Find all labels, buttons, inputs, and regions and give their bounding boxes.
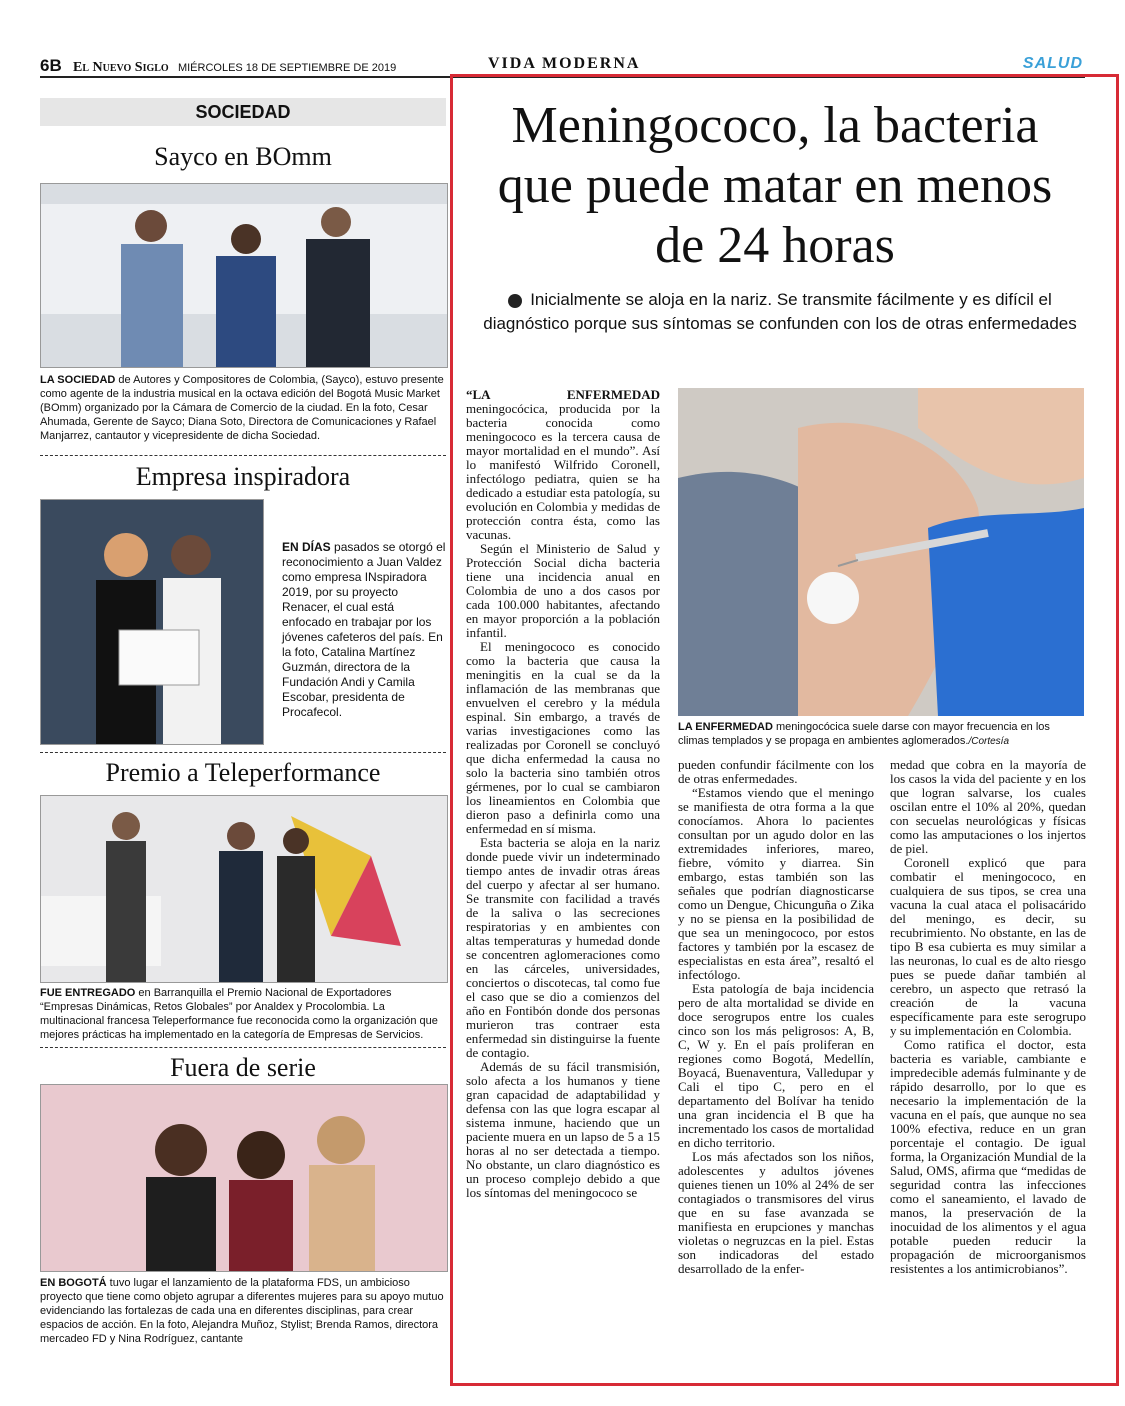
paragraph: Esta bacteria se aloja en la nariz donde puede vivir un indeterminado tiempo antes de invadir otras áreas del cuerpo y afectar al ser humano. Se transmite con facilidad a través de la saliva o las secreciones respiratorias y en ambientes con altas temperaturas y humedad donde se concentren aglomeraciones como en las cárceles, universidades, conciertos o discotecas, tal como fue el caso que se dio a comienzos del año en Fontibón donde dos personas murieron tras contraer esta enfermedad sin distinguirse la fuente de contagio. [466, 835, 660, 1060]
paragraph: Según el Ministerio de Salud y Protección Social dicha bacteria tiene una incidencia anual en Colombia de uno a dos casos por cada 100.000 habitantes, afectando en mayor proporción a la población infantil. [466, 541, 660, 640]
section-tag: SALUD [1022, 55, 1083, 72]
divider [40, 1047, 446, 1048]
article-column-3 [890, 758, 1086, 1378]
item-title-teleperformance: Premio a Teleperformance [105, 758, 381, 787]
caption-lead: FUE ENTREGADO [40, 987, 136, 999]
caption-text: en Barranquilla el Premio Nacional de Exportadores “Empresas Dinámicas, Retos Globales” por Analdex y Procolombia. La multinacional francesa Teleperformance fue reconocida como la organización que mejores prácticas ha implementado en la categoría de Empresas de Servicios. [40, 987, 438, 1041]
caption-text: de Autores y Compositores de Colombia, (Sayco), estuvo presente como agente de la industria musical en la octava edición del Bogotá Music Market (BOmm) organizado por la Cámara de Comercio de la ciudad. En la foto, Cesar Ahumada, Gerente de Sayco; Diana Soto, Directora de Comunicaciones y Rafael Manjarrez, cantautor y vicepresidente de dicha Sociedad. [40, 374, 444, 442]
paragraph: Coronell explicó que para combatir el meningococo, en cualquiera de sus tipos, se crea una vacuna la cual ataca el polisacárido del meningo, es decir, su recubrimiento. No obstante, en las de tipo B esa cubierta es muy similar a las neuronas, lo cual es de alto riesgo pues se puede dañar también al cerebro, un aspecto que retrasó la creación de la vacuna específicamente para este serogrupo y su implementación en Colombia. [890, 855, 1086, 1038]
caption-teleperformance [40, 986, 446, 1042]
divider [40, 752, 446, 753]
photo-credit: /Cortesía [968, 736, 1010, 747]
caption-lead: LA SOCIEDAD [40, 374, 116, 386]
photo-teleperformance-illustration [41, 796, 447, 982]
caption-text: pasados se otorgó el reconocimiento a Juan Valdez como empresa INspiradora 2019, por su proyecto Renacer, el cual está enfocado en trabajar por los jóvenes cafeteros del país. En la foto, Catalina Martínez Guzmán, directora de la Fundación Andi y Camila Escobar, presidenta de Procafecol. [282, 540, 446, 719]
caption-fuera-de-serie [40, 1276, 446, 1346]
item-title-empresa: Empresa inspiradora [135, 462, 351, 491]
article-column-1 [466, 388, 660, 1378]
article-column-2 [678, 758, 874, 1378]
paragraph [466, 388, 660, 542]
issue-date: MIÉRCOLES 18 DE SEPTIEMBRE DE 2019 [177, 62, 397, 74]
bullet-icon [508, 294, 522, 308]
caption-lead: EN BOGOTÁ [40, 1277, 107, 1289]
category-banner: SOCIEDAD [40, 98, 446, 126]
page-number: 6B [40, 56, 62, 75]
paragraph: medad que cobra en la mayoría de los casos la vida del paciente y en los que logran salvarse, los cuales oscilan entre el 10% al 20%, quedan con secuelas neurológicas y físicas como las amputaciones o los injertos de piel. [890, 758, 1086, 856]
photo-empresa [40, 499, 264, 745]
paragraph: Además de su fácil transmisión, solo afecta a los humanos y tiene gran capacidad de adaptabilidad y defensa con las que logra escapar al sistema inmune, haciendo que un paciente muera en un lapso de 5 a 15 horas al no ser detectada a tiempo. No obstante, un claro diagnóstico es un proceso complejo debido a que los síntomas del meningococo se [466, 1059, 660, 1200]
divider [40, 455, 446, 456]
paragraph: pueden confundir fácilmente con los de otras enfermedades. [678, 758, 874, 786]
caption-sayco [40, 373, 446, 443]
paragraph: Como ratifica el doctor, esta bacteria es variable, cambiante e impredecible además fulminante y de rápido desarrollo, por lo que es necesario la implementación de la vacuna en el país, que aunque no sea 100% efectiva, reduce en un gran porcentaje el contagio. De igual forma, la Organización Mundial de la Salud, OMS, afirma que “medidas de seguridad contra las infecciones como el saneamiento, el lavado de manos, la preservación de la inocuidad de los alimentos y el agua potable pueden reducir la propagación de microorganismos resistentes a los antimicrobianos”. [890, 1037, 1086, 1276]
item-title-sayco: Sayco en BOmm [154, 142, 332, 171]
article-photo-caption [678, 720, 1084, 749]
article-headline: Meningococo, la bacteria que puede matar en menos de 24 horas [497, 97, 1053, 274]
photo-empresa-illustration [41, 500, 263, 744]
article-lead: “LA ENFERMEDAD [466, 388, 660, 402]
article-deck [480, 288, 1080, 336]
caption-text: meningocócica suele darse con mayor frecuencia en los climas templados y se propaga en ambientes aglomerados. [678, 721, 1050, 747]
item-title-fuera-de-serie: Fuera de serie [170, 1053, 316, 1082]
caption-lead: EN DÍAS [282, 540, 331, 554]
caption-lead: LA ENFERMEDAD [678, 721, 773, 733]
paragraph: Los más afectados son los niños, adolescentes y adultos jóvenes quienes tienen un 10% al 24% de ser contagiados o transmisores del virus que en su fase avanzada se manifiesta en erupciones y manchas violetas o negruzcas en la piel. Estas son indicadoras del estado desarrollado de la enfer- [678, 1149, 874, 1276]
photo-sayco [40, 183, 448, 368]
paragraph: “Estamos viendo que el meningo se manifiesta de otra forma a la que conocíamos. Ahora lo pacientes consultan por un agudo dolor en las extremidades inferiores, mareo, fiebre, vómito y diarrea. Sin embargo, estas también son las señales que podrían diagnosticarse como un Dengue, Chicunguña o Zika y no se piensa en la posibilidad de que sea un meningococo, por estos factores y también por la escasez de especialistas en esta área”, resaltó el infectólogo. [678, 785, 874, 982]
caption-empresa [282, 540, 446, 720]
photo-sayco-illustration [41, 184, 447, 367]
paragraph-text: meningocócica, producida por la bacteria conocida como meningococo es la tercera causa de mayor mortalidad en el mundo”. Así lo manifestó Wilfrido Coronell, infectólogo pediatra, quien se ha dedicado a estudiar esta patología, su evolución en Colombia y medidas de protección contra ésta, como las vacunas. [466, 401, 660, 542]
publication-name: El Nuevo Siglo [72, 60, 169, 75]
page-header [40, 56, 396, 76]
photo-fuera-de-serie [40, 1084, 448, 1272]
paragraph: Esta patología de baja incidencia pero de alta mortalidad se divide en doce serogrupos entre los cuales cinco son los más peligrosos: A, B, C, W y. En el país proliferan en regiones como Bogotá, Medellín, Boyacá, Buenaventura, Valledupar y Cali el tipo C, pero en el departamento del Bolívar ha tenido una gran incidencia el B que ha incrementado los casos de mortalidad en dicho territorio. [678, 981, 874, 1150]
paragraph: El meningococo es conocido como la bacteria que causa la meningitis en la cual se da la inflamación de las membranas que envuelven el cerebro y la médula espinal. Sin embargo, a través de varias investigaciones como las realizadas por Coronell se concluyó que dicha enfermedad la causa no solo la bacteria sino también otros gérmenes, por lo cual se cambiaron los lineamientos en Colombia que dieron paso a definirla como una enfermedad en sí misma. [466, 639, 660, 836]
section-title: VIDA MODERNA [488, 55, 641, 72]
deck-text: Inicialmente se aloja en la nariz. Se transmite fácilmente y es difícil el diagnóstico porque sus síntomas se confunden con los de otras enfermedades [483, 290, 1077, 333]
photo-fds-illustration [41, 1085, 447, 1271]
vaccine-photo-illustration [678, 388, 1084, 716]
photo-teleperformance [40, 795, 448, 983]
article-photo [678, 388, 1084, 716]
caption-text: tuvo lugar el lanzamiento de la plataforma FDS, un ambicioso proyecto que tiene como objeto agrupar a diferentes mujeres para su apoyo mutuo evidenciando las fortalezas de cada una en diferentes disciplinas, para crear espacios de acción. En la foto, Alejandra Muñoz, Stylist; Brenda Ramos, directora mercadeo FD y Nina Rodríguez, cantante [40, 1277, 444, 1345]
